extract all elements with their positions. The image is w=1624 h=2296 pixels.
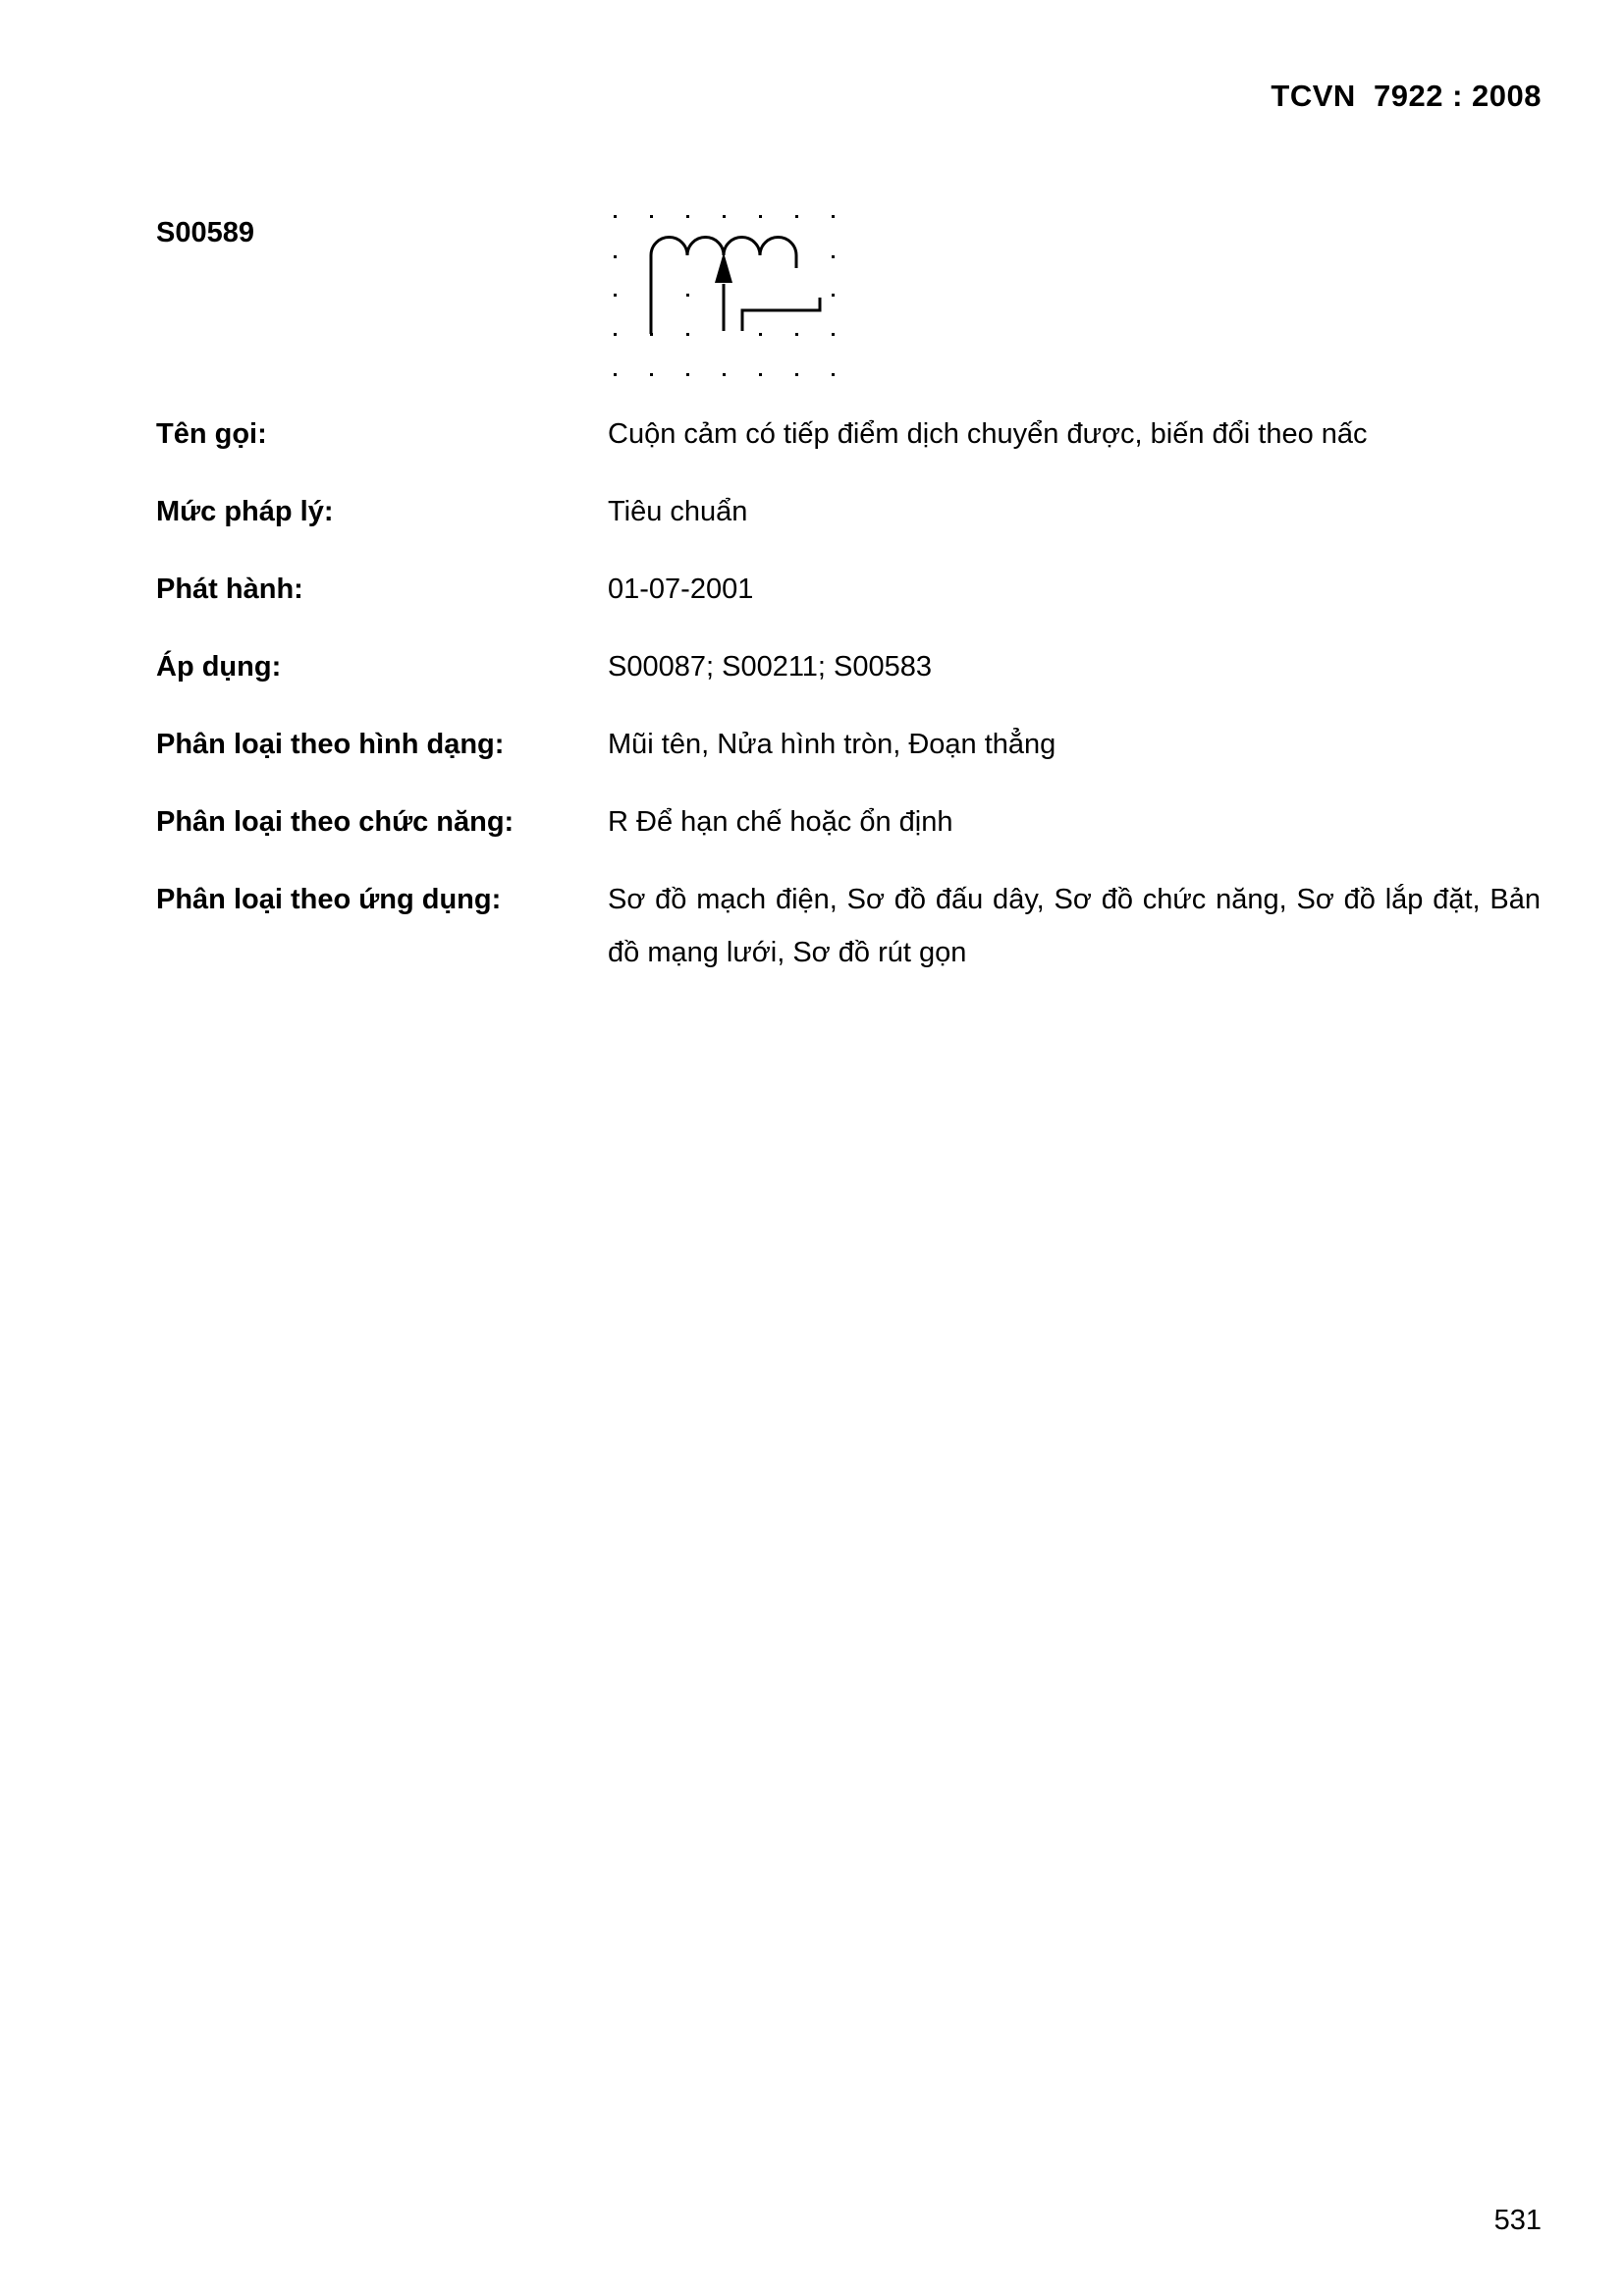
property-row-legal-level <box>156 490 1541 538</box>
property-value: Mũi tên, Nửa hình tròn, Đoạn thẳng <box>608 729 1056 760</box>
property-label: Phân loại theo ứng dụng: <box>156 884 502 915</box>
property-row-applies <box>156 645 1541 693</box>
property-value: Cuộn cảm có tiếp điểm dịch chuyển được, biến đổi theo nấc <box>608 418 1368 450</box>
property-row-shape <box>156 723 1541 771</box>
adjustable-tapped-inductor-symbol-icon <box>599 201 864 383</box>
property-label: Phân loại theo chức năng: <box>156 806 514 838</box>
property-label: Phân loại theo hình dạng: <box>156 729 505 760</box>
property-value: 01-07-2001 <box>608 574 754 605</box>
property-label: Mức pháp lý: <box>156 496 334 527</box>
property-row-function <box>156 800 1541 848</box>
symbol-code: S00589 <box>156 217 254 248</box>
property-value: S00087; S00211; S00583 <box>608 651 933 683</box>
property-table <box>156 412 1541 1009</box>
property-row-release <box>156 568 1541 616</box>
property-row-name <box>156 412 1541 461</box>
property-row-application <box>156 878 1541 979</box>
property-value: Sơ đồ mạch điện, Sơ đồ đấu dây, Sơ đồ chức năng, Sơ đồ lắp đặt, Bản đồ mạng lưới, Sơ đồ rút gọn <box>608 884 1541 968</box>
property-label: Tên gọi: <box>156 418 267 450</box>
page-number: 531 <box>1493 2205 1542 2236</box>
property-label: Phát hành: <box>156 574 303 605</box>
property-value: Tiêu chuẩn <box>608 496 748 527</box>
property-label: Áp dụng: <box>156 651 282 683</box>
property-value: R Để hạn chế hoặc ổn định <box>608 806 953 838</box>
standard-header: TCVN 7922 : 2008 <box>1271 79 1542 113</box>
